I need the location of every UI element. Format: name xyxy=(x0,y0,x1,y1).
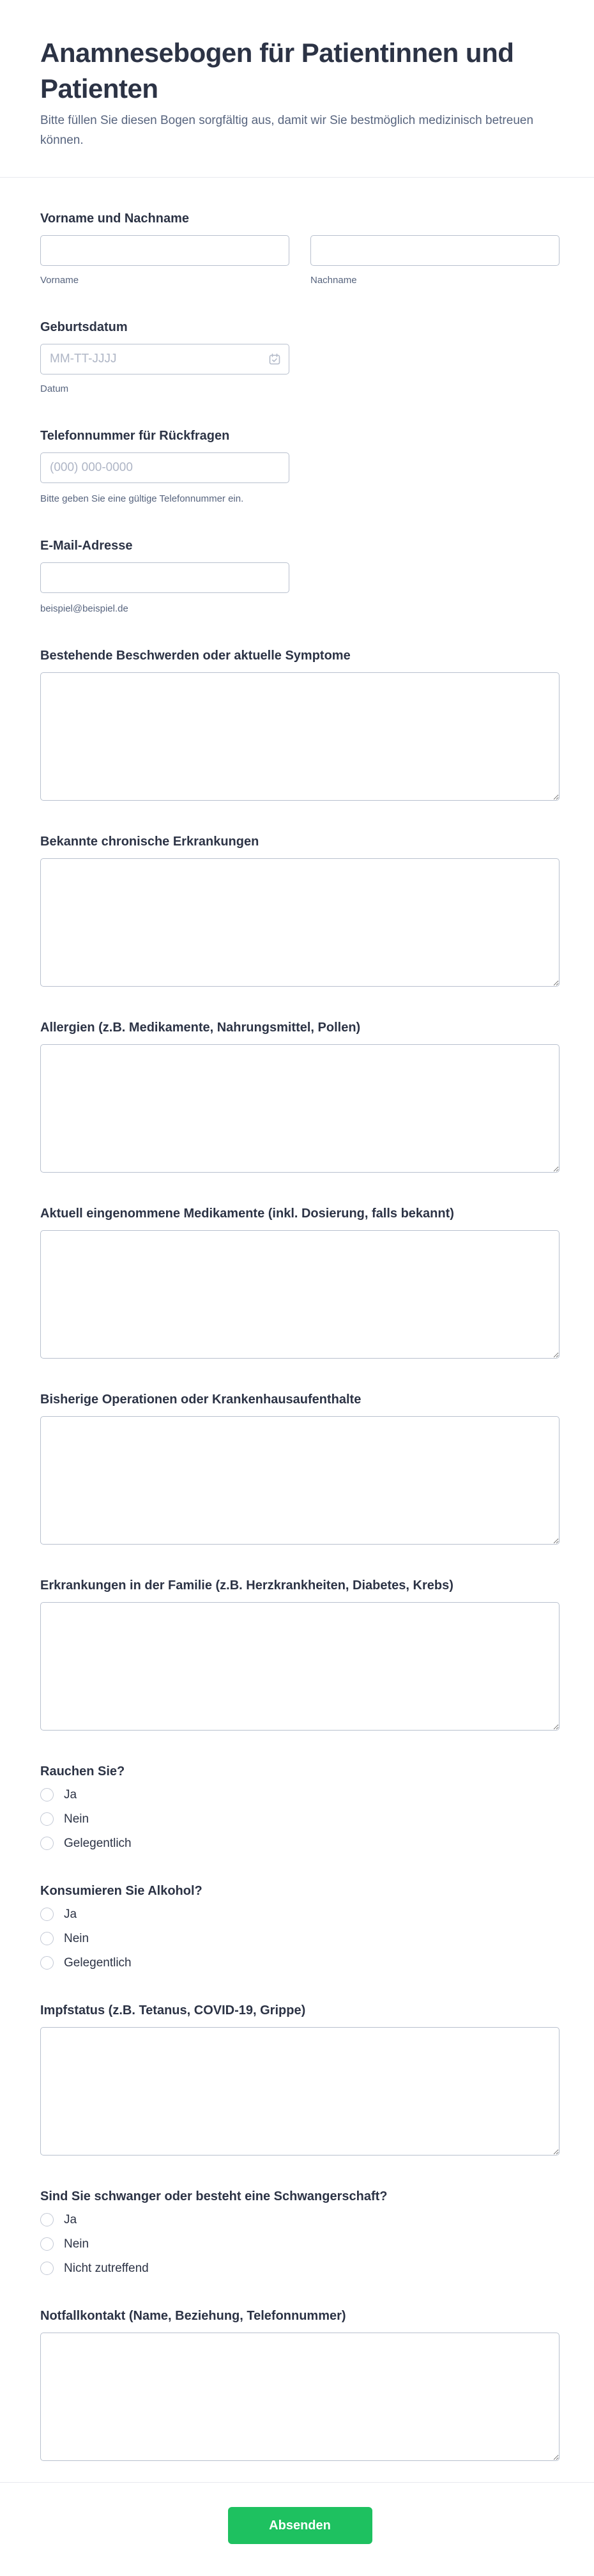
smoking-option-ja[interactable] xyxy=(40,1788,560,1801)
pregnancy-option-ja[interactable] xyxy=(40,2213,560,2226)
radio-option-label: Nicht zutreffend xyxy=(64,2262,149,2275)
smoking-option-nein[interactable] xyxy=(40,1812,560,1826)
question-medications xyxy=(40,1205,560,1359)
question-family-history xyxy=(40,1577,560,1731)
symptoms-textarea[interactable] xyxy=(40,672,560,801)
email-label: E-Mail-Adresse xyxy=(40,539,133,553)
radio-icon[interactable] xyxy=(40,1908,54,1921)
last-name-input[interactable] xyxy=(310,235,560,266)
alcohol-option-nein[interactable] xyxy=(40,1932,560,1945)
question-smoking xyxy=(40,1762,560,1850)
question-birthdate xyxy=(40,318,560,395)
allergies-label: Allergien (z.B. Medikamente, Nahrungsmittel, Pollen) xyxy=(40,1021,361,1035)
phone-input[interactable] xyxy=(40,452,289,483)
radio-option-label: Nein xyxy=(64,2237,89,2251)
pregnancy-option-nicht-zutreffend[interactable] xyxy=(40,2262,560,2275)
chronic-illnesses-label: Bekannte chronische Erkrankungen xyxy=(40,835,259,849)
alcohol-option-ja[interactable] xyxy=(40,1908,560,1921)
surgeries-textarea[interactable] xyxy=(40,1416,560,1545)
header-divider xyxy=(0,177,594,178)
first-name-sublabel: Vorname xyxy=(40,275,79,286)
vaccination-textarea[interactable] xyxy=(40,2027,560,2156)
email-input[interactable] xyxy=(40,562,289,593)
family-history-textarea[interactable] xyxy=(40,1602,560,1731)
pregnancy-label: Sind Sie schwanger oder besteht eine Schwangerschaft? xyxy=(40,2189,388,2203)
email-helper: beispiel@beispiel.de xyxy=(40,603,128,614)
phone-label: Telefonnummer für Rückfragen xyxy=(40,429,230,443)
radio-icon[interactable] xyxy=(40,1837,54,1850)
last-name-sublabel: Nachname xyxy=(310,275,357,286)
submit-button[interactable]: Absenden xyxy=(228,2507,372,2544)
radio-icon[interactable] xyxy=(40,1812,54,1826)
question-allergies xyxy=(40,1019,560,1173)
symptoms-label: Bestehende Beschwerden oder aktuelle Symptome xyxy=(40,649,351,663)
submit-row xyxy=(40,2507,560,2544)
question-phone xyxy=(40,427,560,505)
name-label: Vorname und Nachname xyxy=(40,212,190,226)
first-name-input[interactable] xyxy=(40,235,289,266)
calendar-icon[interactable] xyxy=(268,353,281,366)
question-emergency-contact xyxy=(40,2307,560,2461)
question-surgeries xyxy=(40,1391,560,1545)
radio-icon[interactable] xyxy=(40,1788,54,1801)
emergency-contact-textarea[interactable] xyxy=(40,2333,560,2461)
radio-option-label: Ja xyxy=(64,1788,77,1801)
question-pregnancy xyxy=(40,2187,560,2275)
radio-icon[interactable] xyxy=(40,1932,54,1945)
emergency-contact-label: Notfallkontakt (Name, Beziehung, Telefonnummer) xyxy=(40,2309,346,2323)
family-history-label: Erkrankungen in der Familie (z.B. Herzkrankheiten, Diabetes, Krebs) xyxy=(40,1578,453,1593)
alcohol-label: Konsumieren Sie Alkohol? xyxy=(40,1884,202,1898)
birthdate-label: Geburtsdatum xyxy=(40,320,128,334)
question-symptoms xyxy=(40,647,560,801)
chronic-illnesses-textarea[interactable] xyxy=(40,858,560,987)
radio-icon[interactable] xyxy=(40,1956,54,1970)
smoking-option-gelegentlich[interactable] xyxy=(40,1837,560,1850)
radio-option-label: Nein xyxy=(64,1812,89,1826)
page-subtitle: Bitte füllen Sie diesen Bogen sorgfältig aus, damit wir Sie bestmöglich medizinisch betreuen können. xyxy=(40,114,534,147)
allergies-textarea[interactable] xyxy=(40,1044,560,1173)
surgeries-label: Bisherige Operationen oder Krankenhausaufenthalte xyxy=(40,1392,362,1407)
phone-helper: Bitte geben Sie eine gültige Telefonnummer ein. xyxy=(40,493,244,504)
radio-option-label: Gelegentlich xyxy=(64,1837,132,1850)
radio-option-label: Nein xyxy=(64,1932,89,1945)
radio-option-label: Ja xyxy=(64,1908,77,1921)
medications-textarea[interactable] xyxy=(40,1230,560,1359)
page-title: Anamnesebogen für Patientinnen und Patienten xyxy=(40,38,514,104)
radio-icon[interactable] xyxy=(40,2262,54,2275)
medications-label: Aktuell eingenommene Medikamente (inkl. Dosierung, falls bekannt) xyxy=(40,1207,454,1221)
question-chronic-illnesses xyxy=(40,833,560,987)
birthdate-input[interactable] xyxy=(40,344,289,374)
vaccination-label: Impfstatus (z.B. Tetanus, COVID-19, Grippe) xyxy=(40,2003,306,2017)
radio-icon[interactable] xyxy=(40,2237,54,2251)
question-name xyxy=(40,210,560,286)
radio-option-label: Gelegentlich xyxy=(64,1956,132,1970)
radio-icon[interactable] xyxy=(40,2213,54,2226)
footer-divider xyxy=(0,2482,594,2483)
question-vaccination xyxy=(40,2001,560,2156)
smoking-label: Rauchen Sie? xyxy=(40,1764,125,1778)
question-email xyxy=(40,537,560,615)
birthdate-sublabel: Datum xyxy=(40,383,69,394)
radio-option-label: Ja xyxy=(64,2213,77,2226)
question-alcohol xyxy=(40,1882,560,1970)
pregnancy-option-nein[interactable] xyxy=(40,2237,560,2251)
alcohol-option-gelegentlich[interactable] xyxy=(40,1956,560,1970)
